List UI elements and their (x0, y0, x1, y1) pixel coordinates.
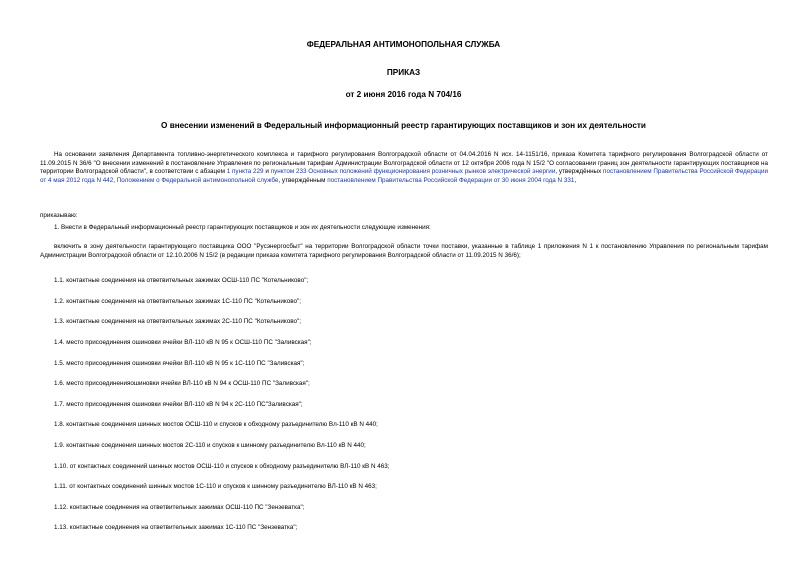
date-number-heading: от 2 июня 2016 года N 704/16 (345, 90, 462, 99)
point-1-7: 1.7. место присоединения ошиновки ячейки ВЛ-110 кВ N 94 к 2С-110 ПС"Заливская"; (54, 401, 303, 408)
preamble-text-4: , (113, 176, 117, 184)
preamble-text-2: и (263, 168, 271, 176)
point-1-3: 1.3. контактные соединения на ответвительных зажимах 2С-110 ПС "Котельниково"; (54, 318, 302, 325)
point-1-2: 1.2. контактные соединения на ответвительных зажимах 1С-110 ПС "Котельниково"; (54, 298, 302, 305)
point-1-1: 1.1. контактные соединения на ответвительных зажимах ОСШ-110 ПС "Котельниково"; (54, 277, 309, 284)
point-1-5: 1.5. место присоединения ошиновки ячейки ВЛ-110 кВ N 95 к 1С-110 ПС "Заливская"; (54, 360, 305, 367)
doc-type-heading: ПРИКАЗ (386, 68, 421, 77)
point-1-9: 1.9. контактные соединения шинных мостов 2С-110 и спусков к шинному разъединителю Вл-110 кВ N 440; (54, 442, 366, 449)
point-1-10: 1.10. от контактных соединений шинных мостов ОСШ-110 и спусков к обходному разъединителю ВЛ-110 кВ N 463; (54, 463, 390, 470)
point-1-11: 1.11. от контактных соединений шинных мостов 1С-110 и спусков к шинному разъединителю ВЛ-110 кВ N 463; (54, 483, 377, 490)
link-decree-442[interactable]: постановлением Правительства Российской Федерации от 4 мая 2012 года N 442 (40, 168, 769, 184)
point-1-6: 1.6. место присоединенияошиновки ячейки ВЛ-110 кВ N 94 к ОСШ-110 ПС "Заливская"; (54, 380, 310, 387)
preamble-text-5: , утверждённым (278, 176, 328, 184)
point-1-13: 1.13. контактные соединения на ответвительных зажимах 1С-110 ПС "Зензеватка"; (54, 524, 298, 531)
item-1: 1. Внести в Федеральный информационный реестр гарантирующих поставщиков и зон их деятельности следующие изменения: (54, 224, 431, 231)
document-title: О внесении изменений в Федеральный информационный реестр гарантирующих поставщиков и зон их деятельности (161, 121, 646, 130)
preamble-paragraph (40, 151, 768, 185)
preamble-text-3: , утверждённых (555, 168, 604, 176)
order-word: приказываю: (40, 212, 78, 219)
link-point-233[interactable]: пунктом 233 Основных положений функционирования розничных рынков электрической энергии (270, 168, 556, 176)
link-fas-regulation[interactable]: Положением о Федеральной антимонопольной службе (116, 176, 279, 184)
agency-heading: ФЕДЕРАЛЬНАЯ АНТИМОНОПОЛЬНАЯ СЛУЖБА (306, 40, 501, 49)
point-1-12: 1.12. контактные соединения на ответвительных зажимах ОСШ-110 ПС "Зензеватка"; (54, 504, 305, 511)
point-1-4: 1.4. место присоединения ошиновки ячейки ВЛ-110 кВ N 95 к ОСШ-110 ПС "Заливская"; (54, 339, 312, 346)
point-1-8: 1.8. контактные соединения шинных мостов ОСШ-110 и спусков к обходному разъединителю Вл-110 кВ N 440; (54, 421, 378, 428)
include-paragraph: включить в зону деятельности гарантирующего поставщика ООО "Русэнергосбыт" на территории Волгоградской области точки поставки, указанные в таблице 1 приложения N 1 к постановлению Управления по региональным тарифам Администрации Волгоградской области от 12.10.2006 N 15/2 (в редакции приказа комитета тарифного регулирования Волгоградской области от 11.09.2015 N 36/6); (40, 243, 768, 259)
preamble-text-6: , (574, 176, 577, 184)
link-decree-331[interactable]: постановлением Правительства Российской Федерации от 30 июня 2004 года N 331 (327, 176, 575, 184)
link-point-229[interactable]: 1 пункта 229 (226, 168, 264, 176)
preamble-text-1: На основании заявления Департамента топливно-энергетического комплекса и тарифного регулирования Волгоградской области от 04.04.2016 N исх. 14-1151/16, приказа Комитета тарифного регулирования Волгоградской области от 11.09.2015 N 36/6 "О внесении изменений в постановление Управления по региональным тарифам Администрации Волгоградской области от 12 октября 2006 года N 15/2 "О согласовании границ зон деятельности гарантирующих поставщиков на территории Волгоградской области", в соответствии с абзацем (40, 151, 768, 176)
